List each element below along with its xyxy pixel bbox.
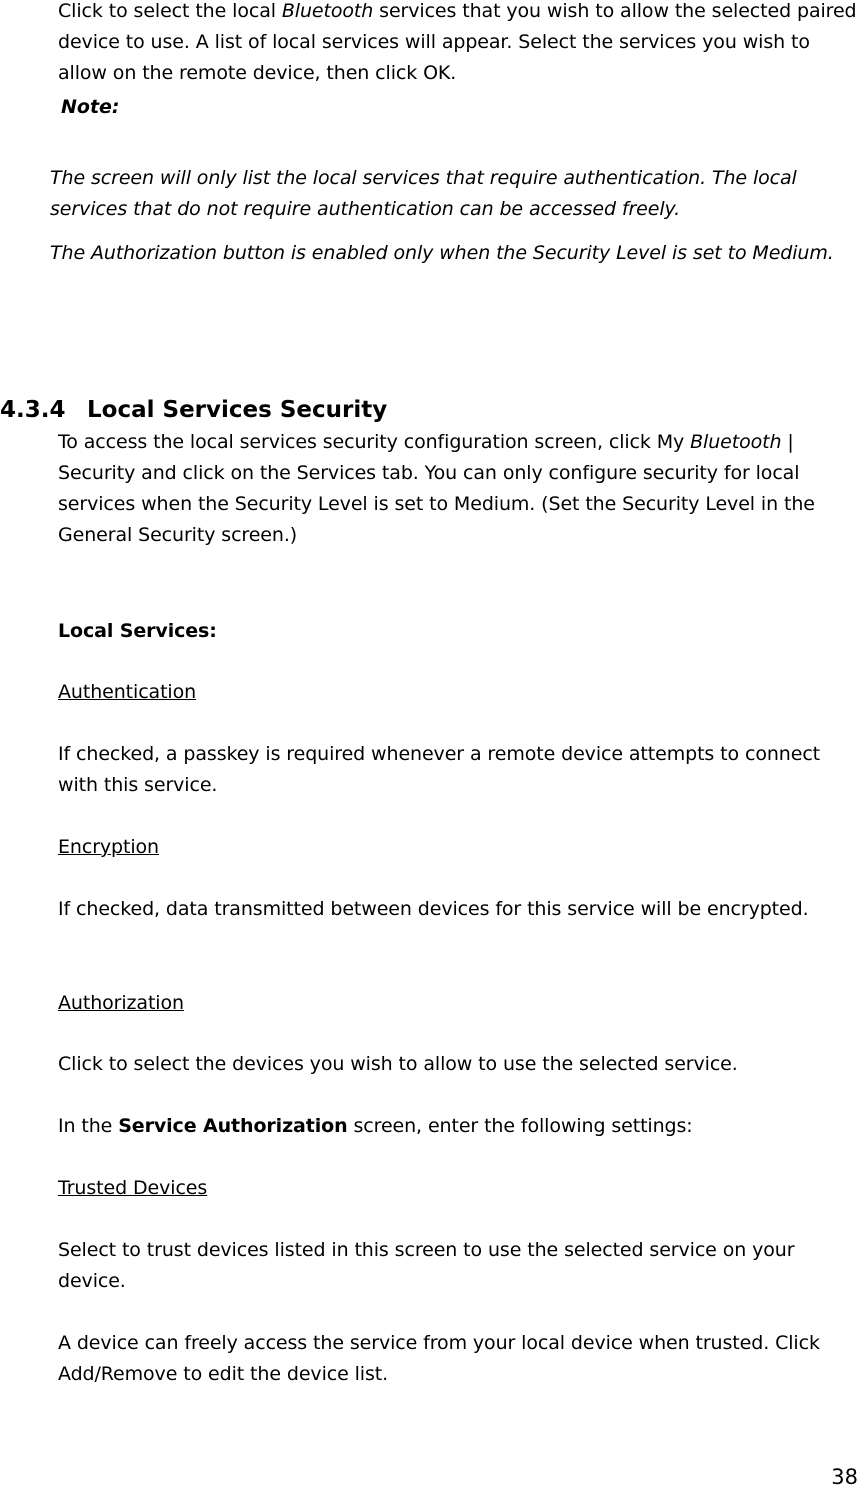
authentication-heading: Authentication: [58, 681, 197, 703]
access-text-b: | Security and click on the Services tab. You can only configure security for local services when the Security Level is set to Medium. (Set the Security Level in the General Security screen.): [58, 431, 815, 546]
section-heading: [0, 394, 387, 426]
note-text-1: The screen will only list the local services that require authentication. The local services that do not require authentication can be accessed freely.: [50, 167, 797, 220]
service-auth-text-b: screen, enter the following settings:: [347, 1115, 693, 1137]
section-number: 4.3.4: [0, 397, 66, 423]
intro-paragraph: [58, 0, 864, 89]
page-number: 38: [831, 1465, 858, 1489]
intro-bluetooth-em: Bluetooth: [281, 0, 374, 22]
section-title: Local Services Security: [87, 397, 388, 423]
service-authorization-paragraph: [58, 1111, 864, 1142]
trusted-devices-text-1: Select to trust devices listed in this screen to use the selected service on your device.: [58, 1239, 795, 1292]
service-auth-text-a: In the: [58, 1115, 119, 1137]
authorization-text: Click to select the devices you wish to allow to use the selected service.: [58, 1053, 738, 1075]
local-services-label: Local Services:: [58, 620, 217, 642]
access-text-a: To access the local services security configuration screen, click My: [58, 431, 691, 453]
access-bluetooth-em: Bluetooth: [690, 431, 782, 453]
trusted-devices-text-2: A device can freely access the service from your local device when trusted. Click Add/Remove to edit the device list.: [58, 1332, 820, 1385]
authorization-heading: Authorization: [58, 992, 184, 1014]
encryption-heading: Encryption: [58, 836, 160, 858]
authentication-text: If checked, a passkey is required whenever a remote device attempts to connect with this service.: [58, 743, 821, 796]
note-label: Note:: [61, 96, 120, 118]
intro-text-a: Click to select the local: [58, 0, 282, 22]
note-text-2: The Authorization button is enabled only when the Security Level is set to Medium.: [50, 242, 834, 264]
trusted-devices-heading: Trusted Devices: [58, 1177, 208, 1199]
access-paragraph: [58, 427, 864, 551]
encryption-text: If checked, data transmitted between devices for this service will be encrypted.: [58, 898, 809, 920]
intro-text-b: services that you wish to allow the selected paired device to use. A list of local services will appear. Select the services you wish to allow on the remote device, then click OK.: [58, 0, 857, 84]
service-auth-bold: Service Authorization: [118, 1115, 348, 1137]
